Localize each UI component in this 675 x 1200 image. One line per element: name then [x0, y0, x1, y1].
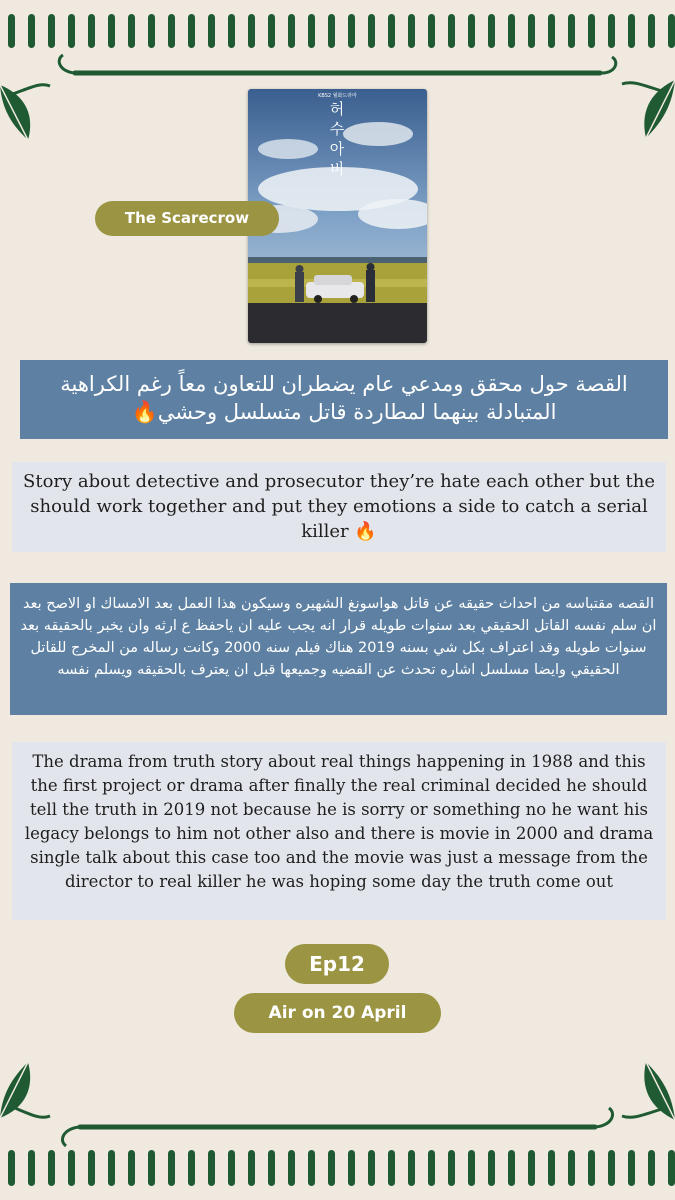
stripe [248, 14, 255, 48]
stripe [208, 1150, 215, 1186]
stripe [148, 14, 155, 48]
drama-title-pill: The Scarecrow [95, 201, 279, 236]
stripe [188, 14, 195, 48]
stripe [668, 14, 675, 48]
synopsis-arabic: القصة حول محقق ومدعي عام يضطران للتعاون معاً رغم الكراهية المتبادلة بينهما لمطاردة قاتل متسلسل وحشي🔥 [20, 360, 668, 439]
stripe [568, 14, 575, 48]
stripe [548, 14, 555, 48]
stripe [388, 14, 395, 48]
stripe [108, 14, 115, 48]
stripe [668, 1150, 675, 1186]
stripe [508, 14, 515, 48]
stripe [468, 14, 475, 48]
stripe [88, 14, 95, 48]
stripe [28, 14, 35, 48]
stripe [108, 1150, 115, 1186]
stripe [588, 1150, 595, 1186]
stripe [308, 14, 315, 48]
stripe [488, 1150, 495, 1186]
stripe [628, 1150, 635, 1186]
stripe [328, 1150, 335, 1186]
stripe [228, 1150, 235, 1186]
stripe [608, 1150, 615, 1186]
leaf-top-left [0, 85, 50, 140]
stripe [488, 14, 495, 48]
stripe [288, 1150, 295, 1186]
stripe [328, 14, 335, 48]
stripe [408, 1150, 415, 1186]
stripe [268, 1150, 275, 1186]
stripe [148, 1150, 155, 1186]
stripe [8, 1150, 15, 1186]
stripe [168, 1150, 175, 1186]
synopsis-english: Story about detective and prosecutor they’re hate each other but the should work together and put they emotions a side to catch a serial killer 🔥 [12, 462, 666, 552]
stripe [348, 1150, 355, 1186]
stripe [88, 1150, 95, 1186]
stripe [128, 14, 135, 48]
stripe [68, 14, 75, 48]
bottom-vine-curl-left [62, 1127, 80, 1146]
stripe [248, 1150, 255, 1186]
stripe [8, 14, 15, 48]
poster-top-credit: KBS2 월화드라마 [318, 93, 357, 99]
stripe [468, 1150, 475, 1186]
top-stripe-border [8, 14, 675, 48]
stripe [568, 1150, 575, 1186]
stripe [388, 1150, 395, 1186]
stripe [128, 1150, 135, 1186]
stripe [168, 14, 175, 48]
background-english: The drama from truth story about real things happening in 1988 and this the first project or drama after finally the real criminal decided he should tell the truth in 2019 not because he is sorry or something no he want his legacy belongs to him not other also and there is movie in 2000 and drama single talk about this case too and the movie was just a message from the director to real killer he was hoping some day the truth come out [12, 742, 666, 920]
poster-title-korean: 허 수 아 비 [329, 100, 346, 178]
stripe [368, 1150, 375, 1186]
stripe [548, 1150, 555, 1186]
top-vine-curl-right [600, 57, 616, 73]
stripe [268, 14, 275, 48]
stripe [648, 14, 655, 48]
stripe [288, 14, 295, 48]
stripe [368, 14, 375, 48]
stripe [628, 14, 635, 48]
stripe [28, 1150, 35, 1186]
stripe [528, 14, 535, 48]
bottom-stripe-border [8, 1150, 675, 1186]
leaf-bottom-right [622, 1062, 675, 1120]
stripe [428, 1150, 435, 1186]
top-vine-curl-left [59, 55, 75, 73]
stripe [428, 14, 435, 48]
bottom-vine-curl-right [595, 1108, 613, 1127]
stripe [648, 1150, 655, 1186]
stripe [228, 14, 235, 48]
stripe [408, 14, 415, 48]
background-arabic: القصه مقتباسه من احداث حقيقه عن قاتل هواسونغ الشهيره وسيكون هذا العمل بعد الامساك او الاصح بعد ان سلم نفسه القاتل الحقيقي بعد سنوات طويله قرار انه يجب عليه ان ياحفظ ع ارثه وان يخبر بالحقيقه بعد سنوات طويله وقد اعتراف بكل شي بسنه 2019 هناك فيلم سنه 2000 وكانت رساله من المخرج للقاتل الحقيقي وايضا مسلسل اشاره تحدث عن القضيه وجميعها قبل ان يعترف بالحقيقه ويسلم نفسه [10, 583, 667, 715]
stripe [448, 14, 455, 48]
stripe [48, 1150, 55, 1186]
stripe [188, 1150, 195, 1186]
leaf-bottom-left [0, 1062, 50, 1118]
stripe [68, 1150, 75, 1186]
stripe [608, 14, 615, 48]
stripe [208, 14, 215, 48]
stripe [348, 14, 355, 48]
stripe [308, 1150, 315, 1186]
stripe [48, 14, 55, 48]
leaf-top-right [622, 80, 675, 138]
air-date-pill: Air on 20 April [234, 993, 441, 1033]
stripe [448, 1150, 455, 1186]
stripe [508, 1150, 515, 1186]
stripe [528, 1150, 535, 1186]
episode-pill: Ep12 [285, 944, 389, 984]
stripe [588, 14, 595, 48]
